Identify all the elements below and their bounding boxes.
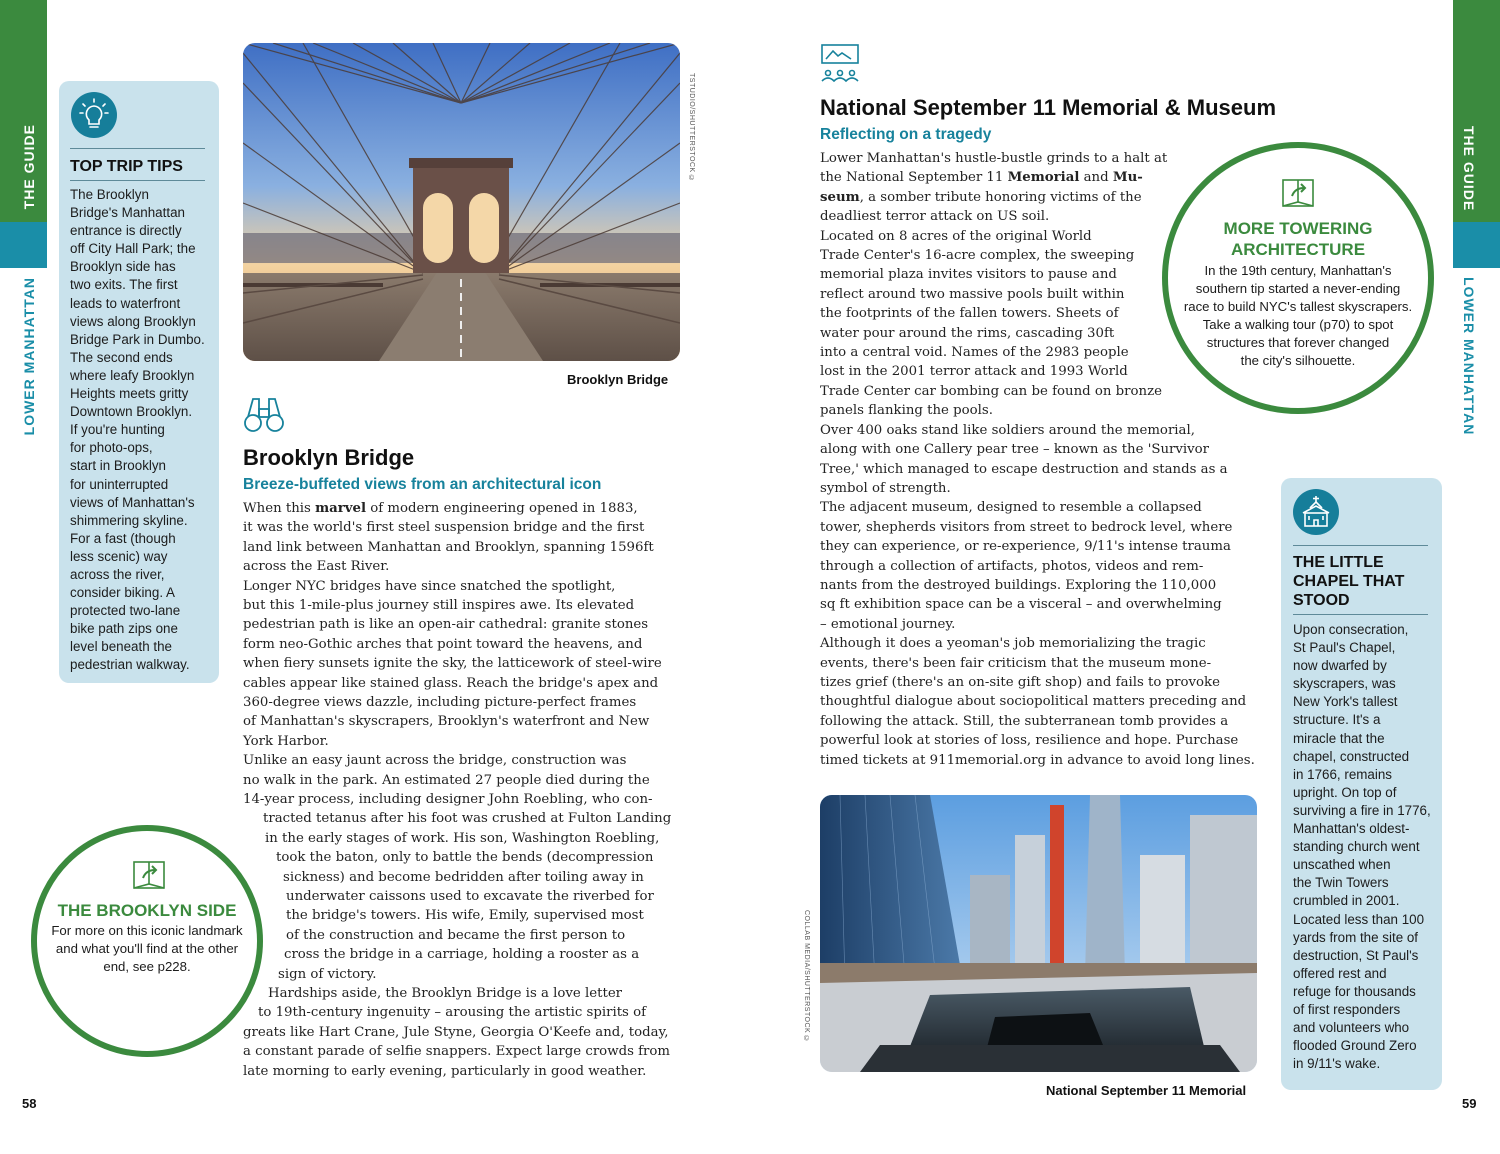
memorial-line: timed tickets at 911memorial.org in advance to avoid long lines. bbox=[820, 752, 1255, 768]
memorial-line: thoughtful dialogue about sociopolitical matters preceding and bbox=[820, 694, 1247, 710]
chapel-line: and volunteers who bbox=[1293, 1020, 1410, 1036]
bridge-indented-line: to 19th-century ingenuity – arousing the artistic spirits of bbox=[258, 1005, 647, 1021]
memorial-line: The adjacent museum, designed to resemble a collapsed bbox=[820, 500, 1202, 516]
towering-line: southern tip started a never-ending bbox=[1195, 281, 1401, 296]
bridge-line: Unlike an easy jaunt across the bridge, construction was bbox=[243, 753, 627, 769]
bridge-body bbox=[243, 499, 680, 810]
memorial-line: nants from the destroyed buildings. Exploring the 110,000 bbox=[820, 577, 1217, 593]
tip-line: entrance is directly bbox=[70, 223, 182, 239]
right-section-label: LOWER MANHATTAN bbox=[1461, 277, 1477, 436]
memorial-line: Trade Center car bombing can be found on bronze bbox=[820, 383, 1162, 399]
tip-line: protected two-lane bbox=[70, 603, 181, 619]
left-guide-label: THE GUIDE bbox=[21, 124, 37, 210]
brooklyn-bridge-heading: Brooklyn Bridge bbox=[243, 445, 415, 470]
chapel-line: structure. It's a bbox=[1293, 712, 1381, 728]
tip-line: Downtown Brooklyn. bbox=[70, 404, 193, 420]
chapel-line: destruction, St Paul's bbox=[1293, 947, 1419, 963]
bridge-line: form neo-Gothic arches that point toward the heavens, and bbox=[243, 636, 643, 652]
memorial-line: events, there's been fair criticism that the museum mone- bbox=[820, 655, 1212, 671]
photo1-caption: Brooklyn Bridge bbox=[567, 372, 669, 387]
tip-line: If you're hunting bbox=[70, 422, 165, 438]
chapel-line: refuge for thousands bbox=[1293, 983, 1416, 999]
memorial-line-3: seum, a somber tribute honoring victims of the bbox=[820, 189, 1142, 205]
chapel-line: New York's tallest bbox=[1293, 694, 1398, 710]
bridge-indented-line: of the construction and became the first person to bbox=[286, 927, 626, 943]
tip-line: for photo-ops, bbox=[70, 440, 153, 456]
memorial-line: reflect around two massive pools built within bbox=[820, 286, 1125, 302]
chapel-rule bbox=[1293, 545, 1428, 546]
towering-title-line: MORE TOWERING bbox=[1223, 219, 1373, 238]
bridge-line: 360-degree views dazzle, including picture-perfect frames bbox=[243, 695, 637, 711]
chapel-line: surviving a fire in 1776, bbox=[1293, 802, 1431, 818]
memorial-line: Located on 8 acres of the original World bbox=[820, 228, 1092, 244]
left-section-label: LOWER MANHATTAN bbox=[21, 277, 37, 436]
chapel-line: St Paul's Chapel, bbox=[1293, 640, 1396, 656]
tip-line: for uninterrupted bbox=[70, 476, 169, 492]
chapel-line: miracle that the bbox=[1293, 730, 1385, 746]
tip-line: Brooklyn side has bbox=[70, 259, 176, 275]
lightbulb-icon bbox=[71, 92, 117, 138]
right-tab-section bbox=[1453, 222, 1500, 268]
chapel-line: yards from the site of bbox=[1293, 929, 1419, 945]
bridge-line: land link between Manhattan and Brooklyn, spanning 1596ft bbox=[243, 539, 654, 555]
bridge-line: York Harbor. bbox=[243, 733, 329, 749]
tip-line: across the river, bbox=[70, 566, 165, 582]
memorial-line: Over 400 oaks stand like soldiers around the memorial, bbox=[820, 422, 1195, 438]
chapel-line: of first responders bbox=[1293, 1001, 1401, 1017]
tip-line: start in Brooklyn bbox=[70, 458, 167, 474]
memorial-line: – emotional journey. bbox=[820, 616, 956, 632]
brooklyn-bridge-photo bbox=[243, 43, 680, 361]
memorial-photo bbox=[820, 795, 1257, 1072]
book-arrow-icon bbox=[1280, 176, 1316, 215]
bridge-line: when fiery sunsets ignite the sky, the latticework of steel-wire bbox=[243, 656, 662, 672]
page-number-right: 59 bbox=[1462, 1096, 1477, 1111]
tip-line: two exits. The first bbox=[70, 277, 178, 293]
memorial-line: tower, shepherds visitors from street to bedrock level, where bbox=[820, 519, 1233, 535]
bridge-line: pedestrian path is like an open-air cathedral: granite stones bbox=[243, 617, 649, 633]
chapel-body bbox=[1293, 621, 1431, 1073]
chapel-title bbox=[1293, 553, 1404, 610]
left-tab-section bbox=[0, 222, 47, 268]
tip-line: where leafy Brooklyn bbox=[70, 367, 195, 383]
tip-line: pedestrian walkway. bbox=[70, 657, 190, 673]
tip-line: The Brooklyn bbox=[70, 187, 149, 202]
tip-line: For a fast (though bbox=[70, 530, 176, 546]
bridge-line: but this 1-mile-plus journey still inspires awe. Its elevated bbox=[243, 598, 635, 614]
bridge-indented-line: Hardships aside, the Brooklyn Bridge is a love letter bbox=[268, 986, 623, 1001]
chapel-title-line: CHAPEL THAT bbox=[1293, 573, 1405, 590]
memorial-line: the footprints of the fallen towers. Sheets of bbox=[820, 306, 1119, 322]
chapel-line: upright. On top of bbox=[1293, 784, 1397, 800]
chapel-line: standing church went bbox=[1293, 839, 1420, 855]
memorial-line: sq ft exhibition space can be a visceral – and overwhelming bbox=[820, 597, 1222, 613]
memorial-line: Trade Center's 16-acre complex, the sweeping bbox=[820, 248, 1135, 264]
page-number-left: 58 bbox=[22, 1096, 37, 1111]
towering-body bbox=[1162, 262, 1434, 370]
memorial-line: deadliest terror attack on US soil. bbox=[820, 209, 1050, 225]
memorial-subhead: Reflecting on a tragedy bbox=[820, 126, 992, 143]
brooklyn-side-line: end, see p228. bbox=[103, 959, 191, 974]
chapel-line: the Twin Towers bbox=[1293, 875, 1389, 891]
bridge-indented-line: greats like Hart Crane, Jule Styne, Georgia O'Keefe and, today, bbox=[243, 1024, 669, 1040]
bridge-indented-line: in the early stages of work. His son, Washington Roebling, bbox=[265, 830, 660, 846]
bridge-indented-line: late morning to early evening, particularly in good weather. bbox=[243, 1063, 647, 1079]
memorial-line: into a central void. Names of the 2983 people bbox=[820, 345, 1129, 361]
memorial-line: they can experience, or re-experience, 9/11's intense trauma bbox=[820, 539, 1231, 555]
towering-line: Take a walking tour (p70) to spot bbox=[1202, 317, 1394, 332]
chapel-line: in 9/11's wake. bbox=[1293, 1056, 1381, 1072]
memorial-line: through a collection of artifacts, photos, videos and rem- bbox=[820, 558, 1204, 574]
memorial-line-1: Lower Manhattan's hustle-bustle grinds to a halt at bbox=[820, 151, 1168, 166]
bridge-line: of Manhattan's skyscrapers, Brooklyn's waterfront and New bbox=[243, 714, 650, 730]
tip-line: views along Brooklyn bbox=[70, 313, 196, 329]
towering-line: the city's silhouette. bbox=[1240, 353, 1356, 368]
bridge-indented-line: a constant parade of selfie snappers. Expect large crowds from bbox=[243, 1044, 671, 1060]
tip-line: off City Hall Park; the bbox=[70, 241, 196, 257]
chapel-line: Upon consecration, bbox=[1293, 622, 1409, 637]
tip-rule bbox=[70, 180, 205, 181]
tip-line: less scenic) way bbox=[70, 548, 168, 564]
tip-body bbox=[70, 186, 205, 675]
bridge-indented-line: underwater caissons used to excavate the riverbed for bbox=[286, 889, 654, 904]
tip-line: views of Manhattan's bbox=[70, 494, 195, 510]
book-arrow-icon bbox=[131, 858, 167, 897]
memorial-line: symbol of strength. bbox=[820, 480, 951, 496]
right-guide-label: THE GUIDE bbox=[1461, 126, 1477, 212]
chapel-line: unscathed when bbox=[1293, 857, 1391, 873]
tip-rule bbox=[70, 148, 205, 149]
bridge-indented-line: sickness) and become bedridden after toiling away in bbox=[283, 869, 644, 885]
tip-line: Bridge's Manhattan bbox=[70, 205, 185, 221]
brooklyn-side-line: and what you'll find at the other bbox=[55, 941, 239, 956]
bridge-indented-line: tracted tetanus after his foot was crushed at Fulton Landing bbox=[263, 811, 672, 827]
bridge-lines bbox=[243, 518, 680, 809]
memorial-line: Although it does a yeoman's job memorializing the tragic bbox=[820, 636, 1206, 652]
chapel-icon bbox=[1293, 489, 1339, 535]
tip-line: level beneath the bbox=[70, 639, 172, 655]
bridge-indented-line: cross the bridge in a carriage, holding a rooster as a bbox=[284, 947, 640, 963]
memorial-line: Tree,' which managed to escape destruction and stands as a bbox=[820, 461, 1228, 477]
chapel-line: in 1766, remains bbox=[1293, 766, 1392, 782]
bridge-indented-line: took the baton, only to battle the bends (decompression bbox=[276, 850, 654, 866]
memorial-line: along with one Callery pear tree – known as the 'Survivor bbox=[820, 442, 1210, 458]
memorial-line: water pour around the rims, cascading 30ft bbox=[820, 325, 1115, 341]
chapel-line: Located less than 100 bbox=[1293, 911, 1425, 927]
tip-title: TOP TRIP TIPS bbox=[70, 158, 183, 175]
brooklyn-bridge-subhead: Breeze-buffeted views from an architectural icon bbox=[243, 476, 602, 493]
chapel-line: now dwarfed by bbox=[1293, 658, 1387, 674]
towering-title bbox=[1162, 218, 1434, 260]
bridge-line: cables appear like stained glass. Reach the bridge's apex and bbox=[243, 675, 659, 691]
tip-line: Bridge Park in Dumbo. bbox=[70, 331, 205, 347]
chapel-line: flooded Ground Zero bbox=[1293, 1038, 1417, 1054]
chapel-line: Manhattan's oldest- bbox=[1293, 821, 1410, 837]
tip-line: bike path zips one bbox=[70, 621, 178, 637]
memorial-line: panels flanking the pools. bbox=[820, 403, 993, 419]
bridge-line: across the East River. bbox=[243, 559, 390, 575]
chapel-rule bbox=[1293, 614, 1428, 615]
tip-line: consider biking. A bbox=[70, 585, 175, 601]
brooklyn-side-body bbox=[31, 922, 263, 976]
tip-line: leads to waterfront bbox=[70, 295, 181, 311]
tip-line: shimmering skyline. bbox=[70, 512, 188, 528]
bridge-indented-line: sign of victory. bbox=[278, 966, 377, 982]
chapel-title-line: THE LITTLE bbox=[1293, 554, 1384, 571]
photo2-credit: COLLAB MEDIA/SHUTTERSTOCK © bbox=[803, 910, 810, 1044]
towering-line: structures that forever changed bbox=[1206, 335, 1390, 350]
tip-line: Heights meets gritty bbox=[70, 386, 189, 402]
bridge-line: it was the world's first steel suspension bridge and the first bbox=[243, 520, 645, 536]
memorial-heading: National September 11 Memorial & Museum bbox=[820, 95, 1277, 120]
memorial-line: memorial plaza invites visitors to pause and bbox=[820, 267, 1117, 283]
tip-line: The second ends bbox=[70, 349, 173, 365]
memorial-line: tizes grief (there's an on-site gift shop) and fails to provoke bbox=[820, 674, 1220, 690]
brooklyn-side-title: THE BROOKLYN SIDE bbox=[57, 901, 237, 920]
chapel-line: skyscrapers, was bbox=[1293, 676, 1396, 692]
chapel-line: chapel, constructed bbox=[1293, 748, 1410, 764]
chapel-line: offered rest and bbox=[1293, 965, 1387, 981]
memorial-line-2: the National September 11 Memorial and Mu- bbox=[820, 170, 1143, 186]
bridge-line: Longer NYC bridges have since snatched the spotlight, bbox=[243, 578, 616, 594]
memorial-line: powerful look at stories of loss, resilience and hope. Purchase bbox=[820, 733, 1239, 749]
bridge-line: no walk in the park. An estimated 27 people died during the bbox=[243, 772, 650, 788]
chapel-title-line: STOOD bbox=[1293, 592, 1350, 609]
photo2-caption: National September 11 Memorial bbox=[1046, 1083, 1247, 1098]
towering-line: In the 19th century, Manhattan's bbox=[1204, 263, 1392, 278]
photo1-credit: TSTUDIO/SHUTTERSTOCK © bbox=[688, 73, 695, 183]
chapel-line: crumbled in 2001. bbox=[1293, 893, 1400, 909]
bridge-first-line: When this marvel of modern engineering opened in 1883, bbox=[243, 501, 638, 516]
binoculars-icon bbox=[243, 395, 285, 440]
museum-icon bbox=[820, 43, 860, 88]
towering-title-line: ARCHITECTURE bbox=[1230, 240, 1366, 259]
bridge-line: 14-year process, including designer John Roebling, who con- bbox=[243, 792, 653, 808]
memorial-line: lost in the 2001 terror attack and 1993 World bbox=[820, 364, 1128, 380]
bridge-indented-line: the bridge's towers. His wife, Emily, supervised most bbox=[286, 908, 644, 924]
memorial-line: following the attack. Still, the subterranean tomb provides a bbox=[820, 713, 1229, 729]
towering-line: race to build NYC's tallest skyscrapers. bbox=[1183, 299, 1413, 314]
brooklyn-side-line: For more on this iconic landmark bbox=[51, 923, 243, 938]
